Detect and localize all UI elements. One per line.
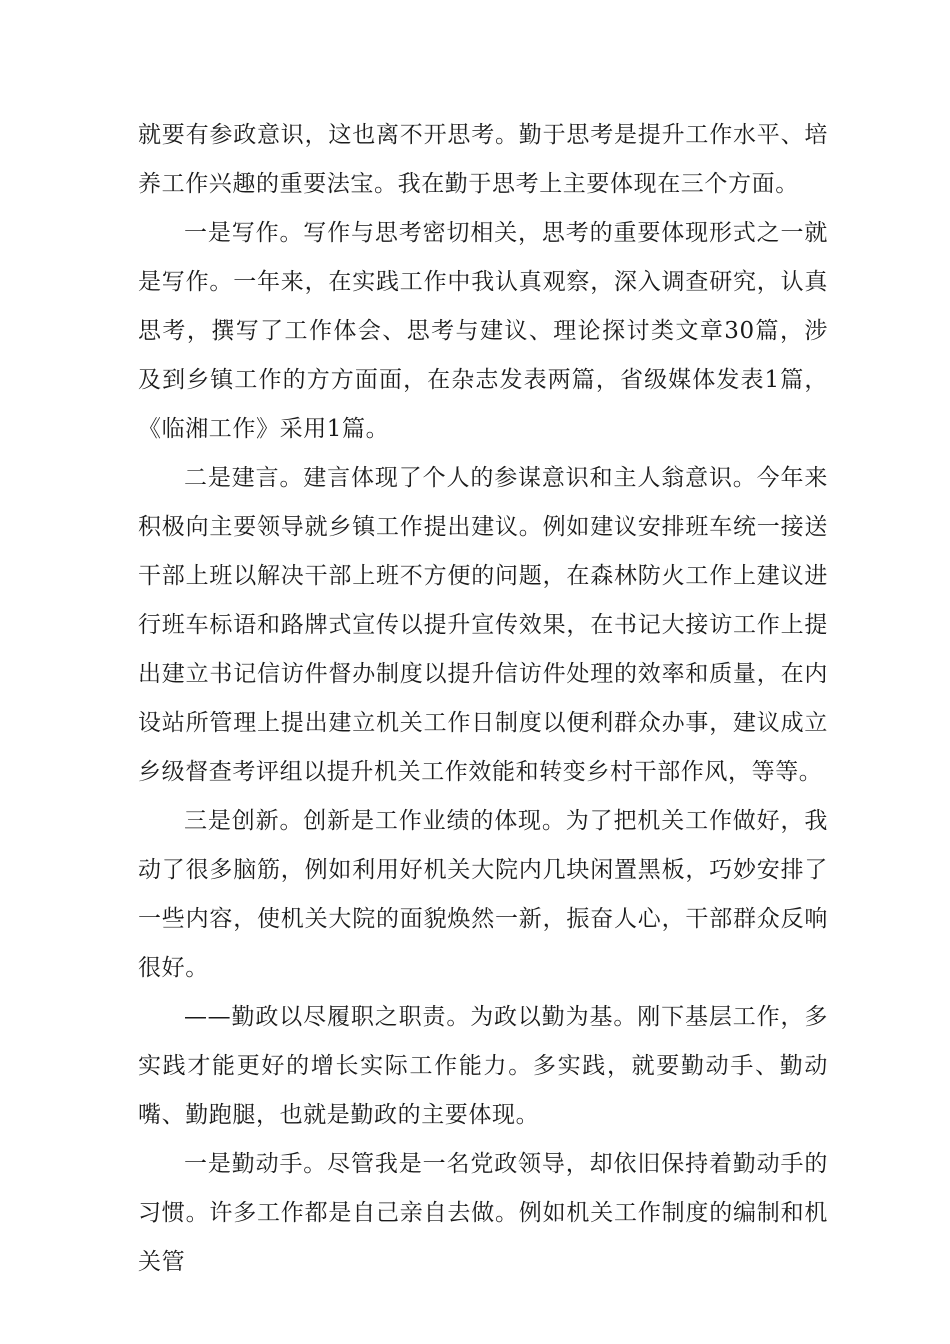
paragraph-3: 二是建言。建言体现了个人的参谋意识和主人翁意识。今年来积极向主要领导就乡镇工作提出建议。例如建议安排班车统一接送干部上班以解决干部上班不方便的问题，在森林防火工作上建议进行班车标语和路牌式宣传以提升宣传效果，在书记大接访工作上提出建立书记信访件督办制度以提升信访件处理的效率和质量，在内设站所管理上提出建立机关工作日制度以便利群众办事，建议成立乡级督查考评组以提升机关工作效能和转变乡村干部作风，等等。 [138,465,828,785]
paragraph-4: 三是创新。创新是工作业绩的体现。为了把机关工作做好，我动了很多脑筋，例如利用好机关大院内几块闲置黑板，巧妙安排了一些内容，使机关大院的面貌焕然一新，振奋人心，干部群众反响很好。 [138,808,828,981]
paragraph-2: 一是写作。写作与思考密切相关，思考的重要体现形式之一就是写作。一年来，在实践工作中我认真观察，深入调查研究，认真思考，撰写了工作体会、思考与建议、理论探讨类文章30篇，涉及到乡镇工作的方方面面，在杂志发表两篇，省级媒体发表1篇，《临湘工作》采用1篇。 [138,220,828,442]
paragraph-5: ——勤政以尽履职之职责。为政以勤为基。刚下基层工作，多实践才能更好的增长实际工作能力。多实践，就要勤动手、勤动嘴、勤跑腿，也就是勤政的主要体现。 [138,1004,828,1128]
document-body [138,111,828,1287]
paragraph-6: 一是勤动手。尽管我是一名党政领导，却依旧保持着勤动手的习惯。许多工作都是自己亲自去做。例如机关工作制度的编制和机关管 [138,1151,828,1275]
paragraph-1: 就要有参政意识，这也离不开思考。勤于思考是提升工作水平、培养工作兴趣的重要法宝。我在勤于思考上主要体现在三个方面。 [138,122,828,197]
